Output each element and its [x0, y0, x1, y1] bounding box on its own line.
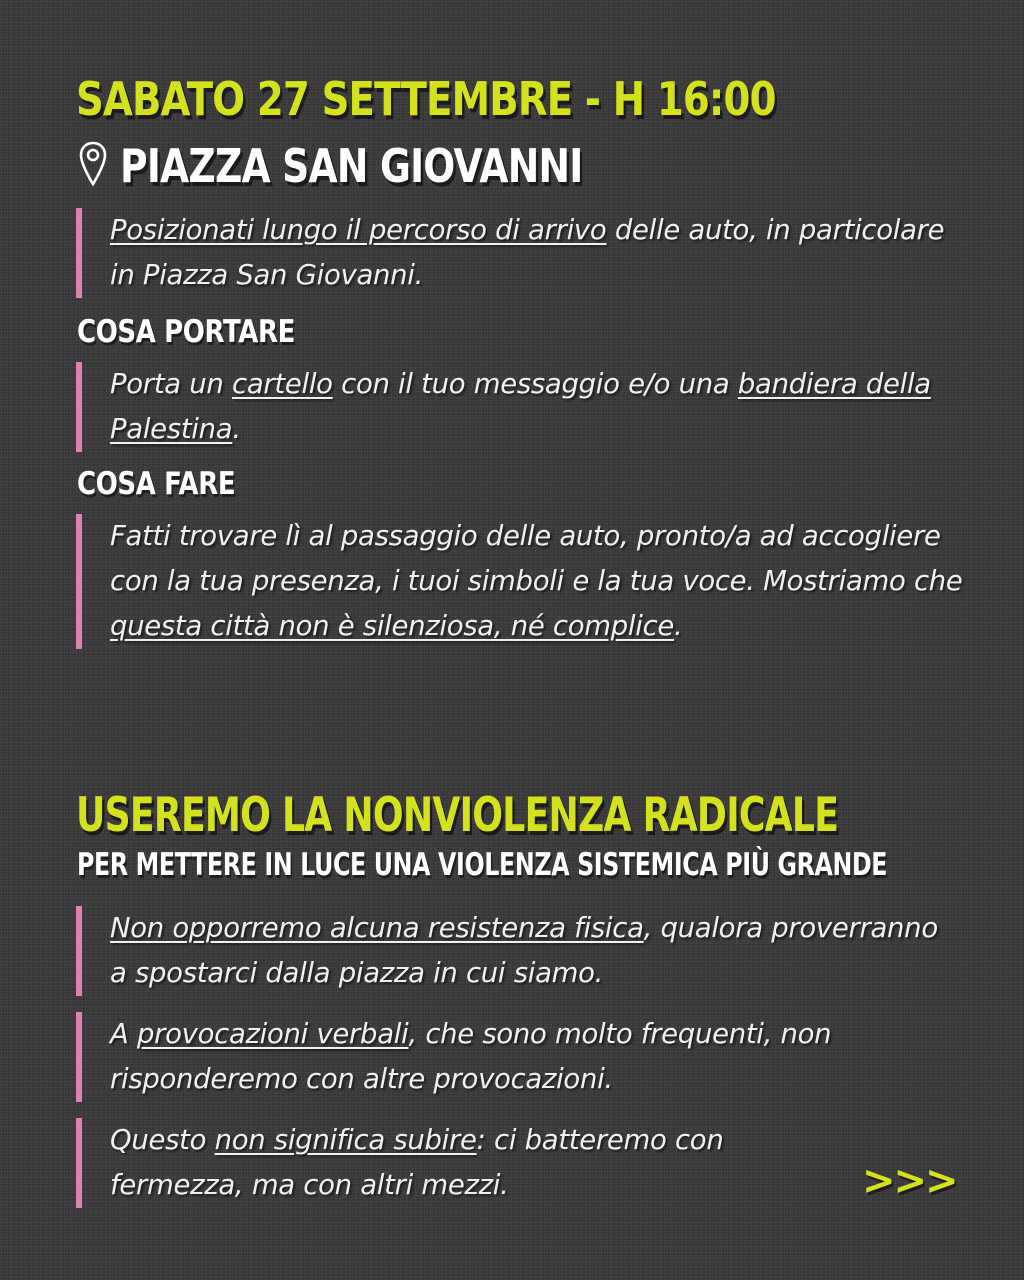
bring-text-3: .: [232, 413, 241, 445]
section-title-do: COSA FARE: [77, 466, 236, 502]
point-3-text-2: : ci batteremo con fermezza, ma con altri mezzi.: [110, 1124, 724, 1201]
event-location: [78, 138, 684, 194]
nonviolence-point-2: [76, 1012, 910, 1102]
point-3-text-1: Questo: [110, 1124, 215, 1156]
point-1-highlight: Non opporremo alcuna resistenza fisica: [110, 912, 644, 944]
nonviolence-point-3: [76, 1118, 810, 1208]
event-date-time: SABATO 27 SETTEMBRE - H 16:00: [76, 72, 776, 126]
bring-text-1: Porta un: [110, 368, 232, 400]
do-highlight: questa città non è silenziosa, né complice: [110, 610, 675, 642]
point-1-text: , qualora proverranno a spostarci dalla piazza in cui siamo.: [110, 912, 938, 989]
bring-text-2: con il tuo messaggio e/o una: [332, 368, 738, 400]
intro-highlight: Posizionati lungo il percorso di arrivo: [110, 214, 607, 246]
nonviolence-title: USEREMO LA NONVIOLENZA RADICALE: [76, 788, 839, 843]
nonviolence-subtitle: PER METTERE IN LUCE UNA VIOLENZA SISTEMICA PIÙ GRANDE: [77, 847, 888, 883]
do-text-2: .: [674, 610, 683, 642]
bring-highlight-flag: bandiera della Palestina: [110, 368, 931, 445]
bring-paragraph: [76, 362, 970, 452]
map-pin-icon: [78, 140, 108, 192]
location-name: PIAZZA SAN GIOVANNI: [120, 139, 583, 193]
point-2-text-1: A: [110, 1018, 137, 1050]
bring-highlight-sign: cartello: [232, 368, 333, 400]
do-text-1: Fatti trovare lì al passaggio delle auto, pronto/a ad accogliere con la tua presenza, i tuoi simboli e la tua voce. Mostriamo che: [110, 520, 963, 597]
intro-paragraph: [76, 208, 970, 298]
section-title-bring: COSA PORTARE: [77, 314, 296, 350]
point-2-text-2: , che sono molto frequenti, non risponderemo con altre provocazioni.: [110, 1018, 832, 1095]
point-3-highlight: non significa subire: [214, 1124, 477, 1156]
nonviolence-point-1: [76, 906, 940, 996]
point-2-highlight: provocazioni verbali: [136, 1018, 409, 1050]
do-paragraph: [76, 514, 970, 649]
intro-text: delle auto, in particolare in Piazza San Giovanni.: [110, 214, 945, 291]
next-arrows-icon[interactable]: >>>: [862, 1158, 957, 1204]
